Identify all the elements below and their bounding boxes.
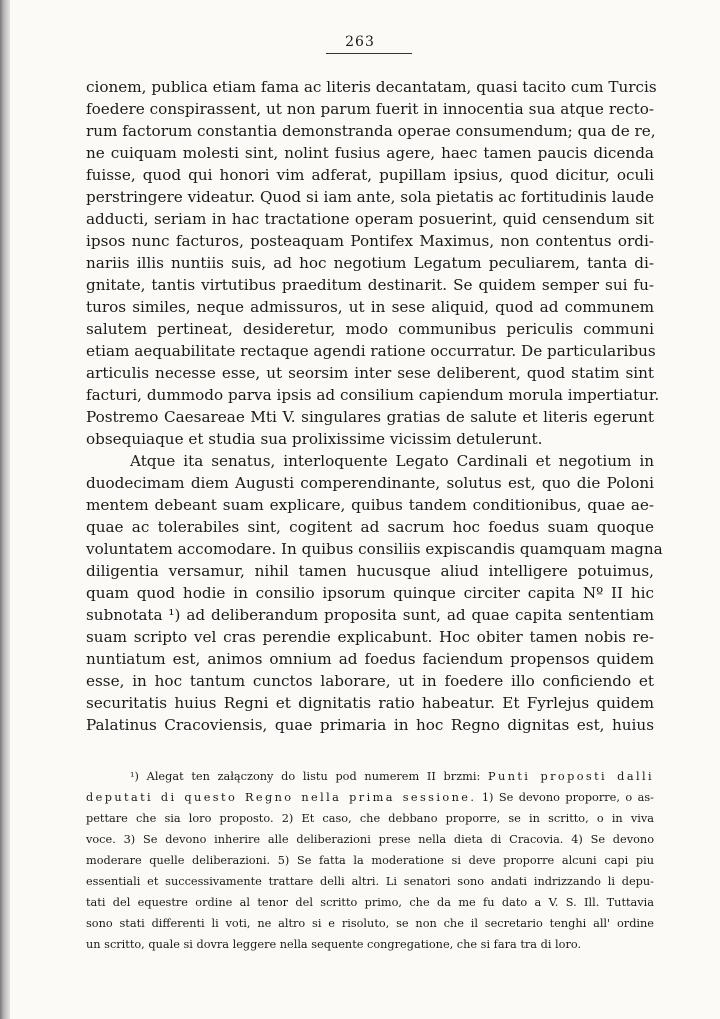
text-line: suam scripto vel cras perendie explicabunt. Hoc obiter tamen nobis re-: [86, 628, 654, 646]
footnote-text: 1) Se devono proporre, o as-: [481, 791, 654, 804]
footnote-line: [86, 787, 654, 808]
text-line: ne cuiquam molesti sint, nolint fusius agere, haec tamen paucis dicenda: [86, 144, 654, 162]
footnote: [86, 766, 654, 955]
footnote-title: Punti proposti dalli: [488, 770, 654, 783]
text-line: diligentia versamur, nihil tamen hucusque aliud intelligere potuimus,: [86, 562, 654, 580]
text-line: cionem, publica etiam fama ac literis decantatam, quasi tacito cum Turcis: [86, 78, 657, 96]
text-line: etiam aequabilitate rectaque agendi ratione occurratur. De particularibus: [86, 342, 656, 360]
text-line: articulis necesse esse, ut seorsim inter sese deliberent, quod statim sint: [86, 364, 654, 382]
text-line: nuntiatum est, animos omnium ad foedus faciendum propensos quidem: [86, 650, 654, 668]
text-line: voluntatem accomodare. In quibus consiliis expiscandis quamquam magna: [86, 540, 663, 558]
footnote-intro: ¹) Alegat ten załączony do listu pod numerem II brzmi:: [130, 770, 481, 783]
text-line: foedere conspirassent, ut non parum fuerit in innocentia sua atque recto-: [86, 100, 654, 118]
text-line: quam quod hodie in consilio ipsorum quinque circiter capita Nº II hic: [86, 584, 654, 602]
footnote-title-cont: deputati di questo Regno nella prima sessione.: [86, 791, 477, 804]
text-line: mentem debeant suam explicare, quibus tandem conditionibus, quae ae-: [86, 496, 654, 514]
text-line: duodecimam diem Augusti comperendinante, solutus est, quo die Poloni: [86, 474, 654, 492]
text-line: adducti, seriam in hac tractatione operam posuerint, quid censendum sit: [86, 210, 654, 228]
text-line: securitatis huius Regni et dignitatis ratio habeatur. Et Fyrlejus quidem: [86, 694, 654, 712]
text-line: gnitate, tantis virtutibus praeditum destinarit. Se quidem semper sui fu-: [86, 276, 654, 294]
text-line: nariis illis nuntiis suis, ad hoc negotium Legatum peculiarem, tanta di-: [86, 254, 654, 272]
footnote-line: voce. 3) Se devono inherire alle deliberazioni prese nella dieta di Cracovia. 4) Se devono: [86, 833, 654, 846]
text-line: esse, in hoc tantum cunctos laborare, ut in foedere illo conficiendo et: [86, 672, 654, 690]
text-line: salutem pertineat, desideretur, modo communibus periculis communi: [86, 320, 654, 338]
text-line: perstringere videatur. Quod si iam ante, sola pietatis ac fortitudinis laude: [86, 188, 654, 206]
text-line: Postremo Caesareae Mti V. singulares gratias de salute et literis egerunt: [86, 408, 654, 426]
text-line: ipsos nunc facturos, posteaquam Pontifex Maximus, non contentus ordi-: [86, 232, 654, 250]
text-line: fuisse, quod qui honori vim adferat, pupillam ipsius, quod dicitur, oculi: [86, 166, 654, 184]
text-line: quae ac tolerabiles sint, cogitent ad sacrum hoc foedus suam quoque: [86, 518, 654, 536]
text-line: facturi, dummodo parva ipsis ad consilium capiendum morula impertiatur.: [86, 386, 660, 404]
text-line: rum factorum constantia demonstranda operae consumendum; qua de re,: [86, 122, 656, 140]
footnote-line: pettare che sia loro proposto. 2) Et caso, che debbano proporre, se in scritto, o in viva: [86, 812, 654, 825]
page-number: 263: [345, 34, 375, 50]
footnote-line: un scritto, quale si dovra leggere nella sequente congregatione, che si fara tra di loro.: [86, 938, 582, 951]
binding-shadow: [0, 0, 10, 1019]
text-line: obsequiaque et studia sua prolixissime vicissim detulerunt.: [86, 430, 543, 448]
footnote-line: [86, 766, 654, 787]
paragraph-start-line: Atque ita senatus, interloquente Legato Cardinali et negotium in: [130, 452, 654, 470]
footnote-line: essentiali et successivamente trattare delli altri. Li senatori sono andati indrizzando li depu-: [86, 875, 654, 888]
main-text: [86, 76, 663, 736]
text-line: turos similes, neque admissuros, ut in sese aliquid, quod ad communem: [86, 298, 654, 316]
footnote-line: tati del equestre ordine al tenor del scritto primo, che da me fu dato a V. S. Ill. Tuttavia: [86, 896, 654, 909]
footnote-line: moderare quelle deliberazioni. 5) Se fatta la moderatione si deve proporre alcuni capi piu: [86, 854, 654, 867]
page-number-rule: [326, 53, 412, 54]
footnote-line: sono stati differenti li voti, ne altro si e risoluto, se non che il secretario tenghi all' ordine: [86, 917, 654, 930]
text-line: Palatinus Cracoviensis, quae primaria in hoc Regno dignitas est, huius: [86, 716, 654, 734]
text-line: subnotata ¹) ad deliberandum proposita sunt, ad quae capita sententiam: [86, 606, 654, 624]
